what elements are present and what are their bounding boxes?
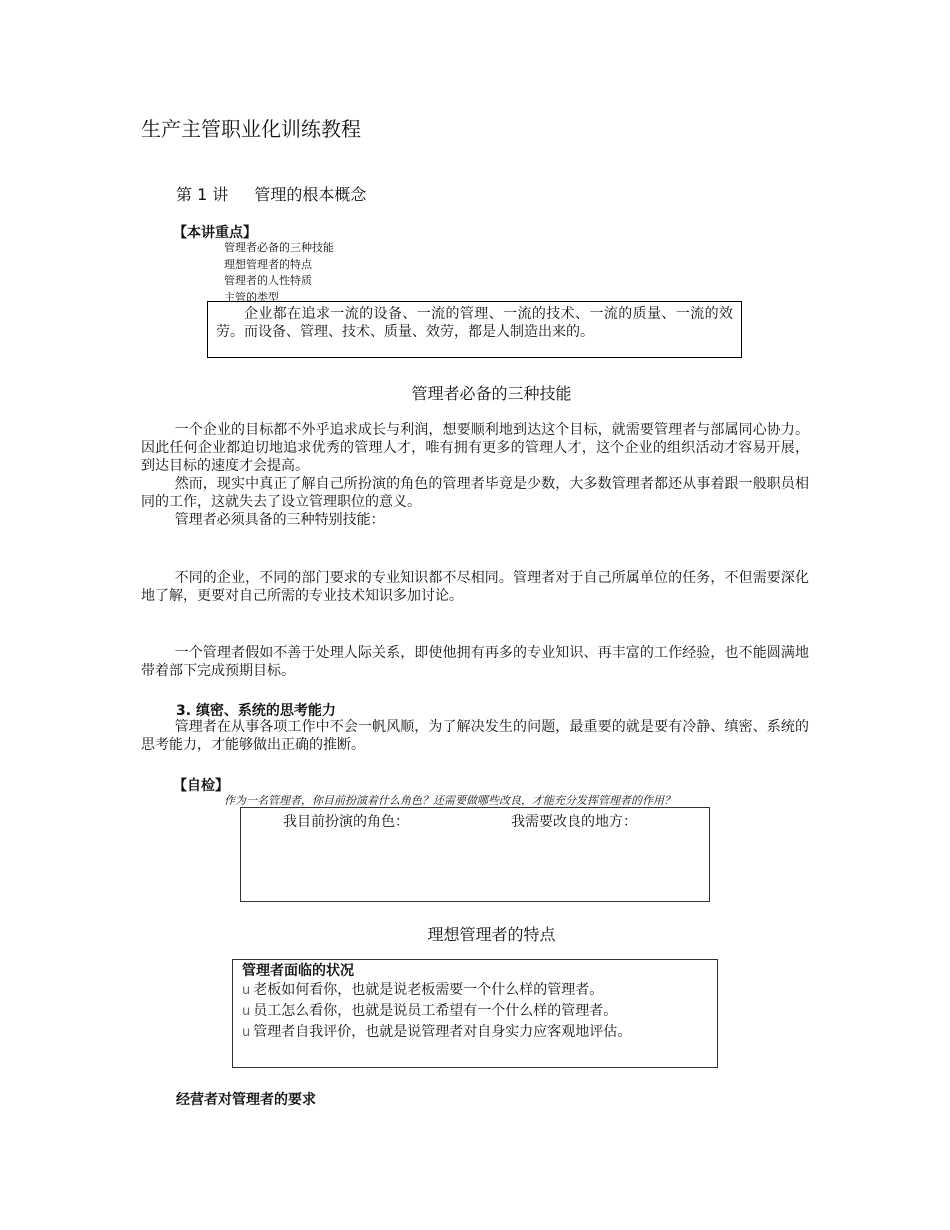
list-item: u 老板如何看你，也就是说老板需要一个什么样的管理者。 (242, 982, 604, 998)
self-check-label: 【自检】 (173, 778, 229, 794)
intro-box (207, 301, 742, 358)
bullet-icon: u (242, 1025, 251, 1040)
paragraph: 管理者在从事各项工作中不会一帆风顺，为了解决发生的问题，最重要的就是要有冷静、缜密、系统的思考能力，才能够做出正确的推断。 (141, 719, 809, 753)
list-item: 主管的类型 (224, 290, 279, 304)
intro-text: 企业都在追求一流的设备、一流的管理、一流的技术、一流的质量、一流的效劳。而设备、管理、技术、质量、效劳，都是人制造出来的。 (216, 306, 733, 340)
list-item: 管理者的人性特质 (224, 274, 312, 287)
list-item: 管理者必备的三种技能 (224, 241, 334, 254)
bullet-icon: u (242, 1004, 251, 1019)
lecture-number: 第 1 讲 (176, 185, 229, 204)
lecture-title (176, 182, 366, 205)
bullet-icon: u (242, 983, 251, 998)
skill1-paragraph (141, 569, 809, 605)
self-check-question: 作为一名管理者，你目前扮演着什么角色？还需要做哪些改良，才能充分发挥管理者的作用？ (224, 794, 675, 807)
lecture-name: 管理的根本概念 (254, 185, 367, 204)
operator-requirements-heading: 经营者对管理者的要求 (176, 1092, 316, 1108)
improvement-column-label: 我需要改良的地方： (511, 814, 637, 830)
manager-status-box (232, 959, 718, 1068)
skill3-paragraph (141, 718, 809, 754)
section-heading-ideal-manager: 理想管理者的特点 (427, 925, 556, 944)
key-points-list (224, 240, 334, 306)
key-points-label: 【本讲重点】 (173, 225, 257, 241)
section-heading-skills: 管理者必备的三种技能 (411, 384, 572, 403)
status-box-title: 管理者面临的状况 (242, 963, 354, 979)
paragraph: 一个管理者假如不善于处理人际关系，即使他拥有再多的专业知识、再丰富的工作经验，也不能圆满地带着部下完成预期目标。 (141, 645, 809, 679)
skills-intro-paragraphs (141, 421, 809, 529)
paragraph: 不同的企业，不同的部门要求的专业知识都不尽相同。管理者对于自己所属单位的任务，不但需要深化地了解，更要对自己所需的专业技术知识多加讨论。 (141, 570, 809, 604)
list-item: 理想管理者的特点 (224, 257, 312, 271)
skill3-heading: 3. 缜密、系统的思考能力 (176, 703, 336, 719)
paragraph: 然而，现实中真正了解自己所扮演的角色的管理者毕竟是少数，大多数管理者都还从事着跟一般职员相同的工作，这就失去了设立管理职位的意义。 (141, 476, 809, 510)
self-check-answer-box (240, 807, 710, 902)
list-item: u 员工怎么看你，也就是说员工希望有一个什么样的管理者。 (242, 1003, 618, 1019)
list-item: u 管理者自我评价，也就是说管理者对自身实力应客观地评估。 (242, 1024, 632, 1040)
paragraph: 一个企业的目标都不外乎追求成长与利润，想要顺利地到达这个目标，就需要管理者与部属同心协力。因此任何企业都迫切地追求优秀的管理人才，唯有拥有更多的管理人才，这个企业的组织活动才容易开展，到达目标的速度才会提高。 (141, 422, 809, 474)
paragraph: 管理者必须具备的三种特别技能： (174, 512, 385, 528)
skill2-paragraph (141, 644, 809, 680)
role-column-label: 我目前扮演的角色： (283, 814, 409, 830)
document-title: 生产主管职业化训练教程 (141, 117, 361, 141)
